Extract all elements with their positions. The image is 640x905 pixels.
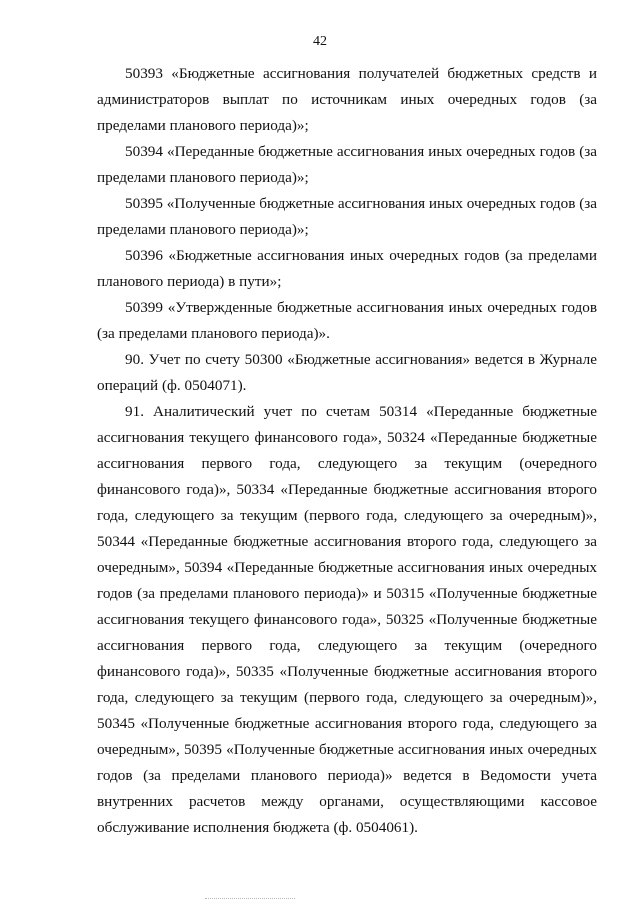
document-body: [97, 61, 597, 841]
paragraph-50395: 50395 «Полученные бюджетные ассигнования иных очередных годов (за пределами планового периода)»;: [97, 195, 597, 238]
paragraph-50399: 50399 «Утвержденные бюджетные ассигнования иных очередных годов (за пределами планового периода)».: [97, 299, 597, 342]
paragraph-50396: 50396 «Бюджетные ассигнования иных очередных годов (за пределами планового периода) в пути»;: [97, 247, 597, 290]
paragraph-50393: 50393 «Бюджетные ассигнования получателей бюджетных средств и администраторов выплат по источникам иных очередных годов (за пределами планового периода)»;: [97, 65, 597, 134]
scan-edge-mark: [205, 898, 295, 900]
paragraph-50394: 50394 «Переданные бюджетные ассигнования иных очередных годов (за пределами планового периода)»;: [97, 143, 597, 186]
page-number: 42: [313, 34, 327, 49]
paragraph-90: 90. Учет по счету 50300 «Бюджетные ассигнования» ведется в Журнале операций (ф. 0504071).: [97, 351, 597, 394]
paragraph-91: 91. Аналитический учет по счетам 50314 «Переданные бюджетные ассигнования текущего финансового года», 50324 «Переданные бюджетные ассигнования первого года, следующего за текущим (очередного финансового года)», 50334 «Переданные бюджетные ассигнования второго года, следующего за текущим (первого года, следующего за очередным)», 50344 «Переданные бюджетные ассигнования второго года, следующего за очередным», 50394 «Переданные бюджетные ассигнования иных очередных годов (за пределами планового периода)» и 50315 «Полученные бюджетные ассигнования текущего финансового года», 50325 «Полученные бюджетные ассигнования первого года, следующего за текущим (очередного финансового года)», 50335 «Полученные бюджетные ассигнования второго года, следующего за текущим (первого года, следующего за очередным)», 50345 «Полученные бюджетные ассигнования второго года, следующего за очередным», 50395 «Полученные бюджетные ассигнования иных очередных годов (за пределами планового периода)» ведется в Ведомости учета внутренних расчетов между органами, осуществляющими кассовое обслуживание исполнения бюджета (ф. 0504061).: [97, 403, 597, 836]
